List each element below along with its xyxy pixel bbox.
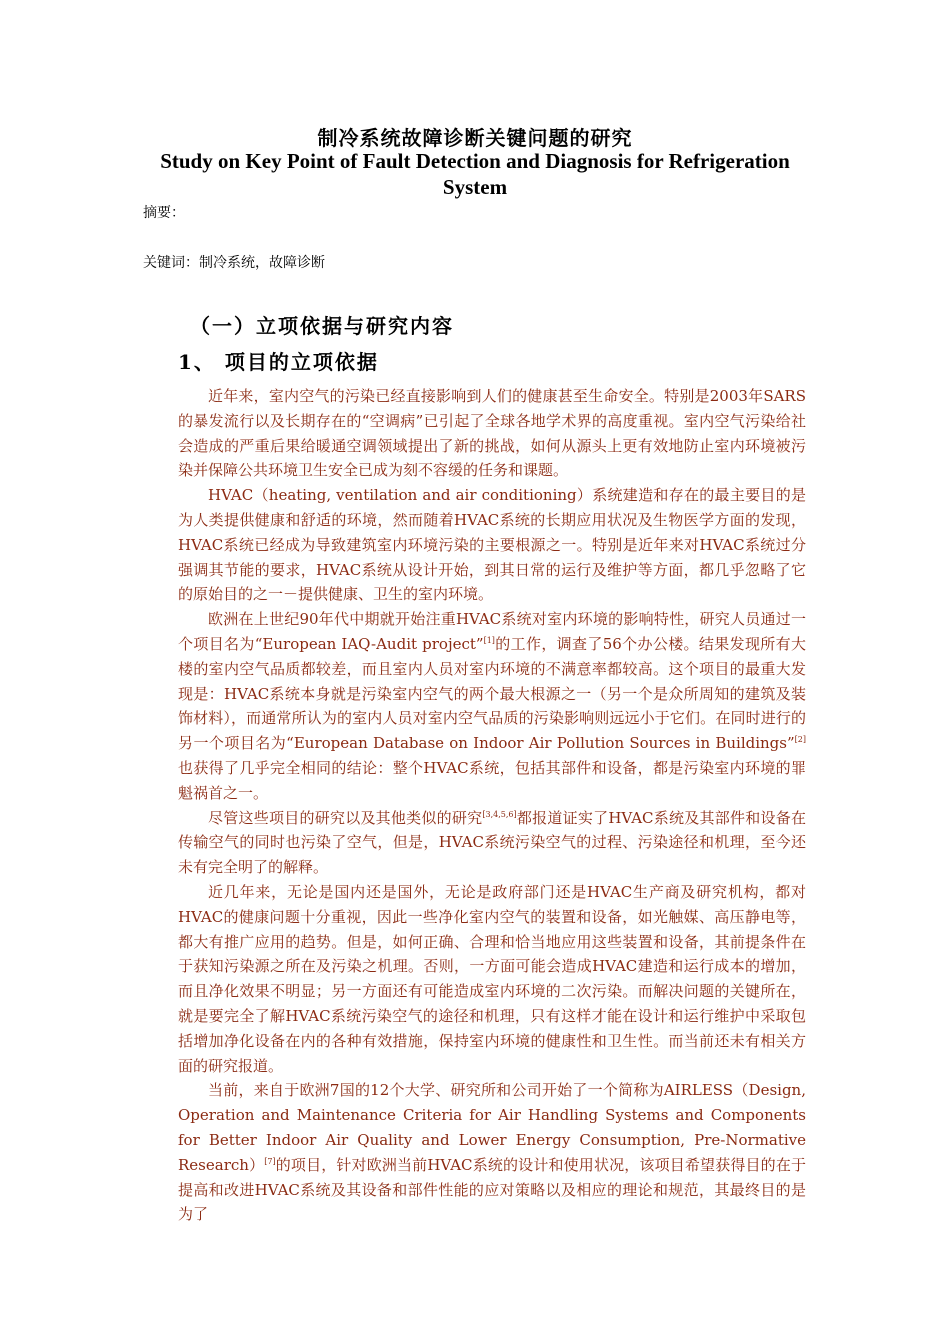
text-run: 当前，来自于欧洲7国的12个大学、研究所和公司开始了一个简称为AIRLESS（Design, Operation and Maintenance Criteria for Air Handling Systems and Components for Better Indoor Air Quality and Lower Energy Consumption, Pre-Normative Research）	[178, 1081, 806, 1174]
text-run: 都报道证实了HVAC系统及其部件和设备在传输空气的同时也污染了空气，但是，HVAC系统污染空气的过程、污染途径和机理，至今还未有完全明了的解释。	[178, 808, 806, 877]
abstract-label: 摘要：	[143, 205, 185, 221]
text-run: 也获得了几乎完全相同的结论：整个HVAC系统，包括其部件和设备，都是污染室内环境的罪魁祸首之一。	[178, 758, 806, 802]
paragraph: HVAC（heating, ventilation and air conditioning）系统建造和存在的最主要目的是为人类提供健康和舒适的环境，然而随着HVAC系统的长期应用状况及生物医学方面的发现，HVAC系统已经成为导致建筑室内环境污染的主要根源之一。特别是近年来对HVAC系统过分强调其节能的要求，HVAC系统从设计开始，到其日常的运行及维护等方面，都几乎忽略了它的原始目的之一－提供健康、卫生的室内环境。	[178, 486, 806, 604]
title-chinese: 制冷系统故障诊断关键问题的研究	[317, 126, 633, 150]
paragraph: 近几年来，无论是国内还是国外，无论是政府部门还是HVAC生产商及研究机构，都对HVAC的健康问题十分重视，因此一些净化室内空气的装置和设备，如光触媒、高压静电等，都大有推广应用的趋势。但是，如何正确、合理和恰当地应用这些装置和设备，其前提条件在于获知污染源之所在及污染之机理。否则，一方面可能会造成HVAC建造和运行成本的增加，而且净化效果不明显；另一方面还有可能造成室内环境的二次污染。而解决问题的关键所在，就是要完全了解HVAC系统污染空气的途径和机理，只有这样才能在设计和运行维护中采取包括增加净化设备在内的各种有效措施，保持室内环境的健康性和卫生性。而当前还未有相关方面的研究报道。	[178, 882, 806, 1075]
section-heading-1: （一）立项依据与研究内容	[190, 314, 454, 338]
paragraph: 近年来，室内空气的污染已经直接影响到人们的健康甚至生命安全。特别是2003年SARS的暴发流行以及长期存在的“空调病”已引起了全球各地学术界的高度重视。室内空气污染给社会造成的严重后果给暖通空调领域提出了新的挑战，如何从源头上更有效地防止室内环境被污染并保障公共环境卫生安全已成为刻不容缓的任务和课题。	[178, 387, 806, 480]
paragraph	[178, 806, 806, 880]
citation: [3,4,5,6]	[482, 809, 517, 819]
text-run: 尽管这些项目的研究以及其他类似的研究	[208, 808, 483, 827]
citation: [2]	[794, 735, 806, 745]
keywords-line: 关键词：制冷系统，故障诊断	[143, 255, 325, 271]
body-text	[178, 384, 806, 1227]
title-english: Study on Key Point of Fault Detection and Diagnosis for Refrigeration System	[160, 149, 790, 199]
paragraph	[178, 1078, 806, 1227]
text-run: 欧洲在上世纪90年代中期就开始注重HVAC系统对室内环境的影响特性，研究人员通过一个项目名为“European IAQ-Audit project”	[178, 610, 806, 653]
text-run: 的工作，调查了56个办公楼。结果发现所有大楼的室内空气品质都较差，而且室内人员对室内环境的不满意率都较高。这个项目的最重大发现是：HVAC系统本身就是污染室内空气的两个最大根源之一（另一个是众所周知的建筑及装饰材料），而通常所认为的室内人员对室内空气品质的污染影响则远远小于它们。在同时进行的另一个项目名为“European Database on Indoor Air Pollution Sources in Buildings”	[178, 634, 807, 753]
paragraph	[178, 607, 806, 805]
section-heading-2: 1、 项目的立项依据	[178, 350, 379, 374]
text-run: 的项目，针对欧洲当前HVAC系统的设计和使用状况，该项目希望获得目的在于提高和改进HVAC系统及其设备和部件性能的应对策略以及相应的理论和规范，其最终目的是为了	[178, 1155, 807, 1224]
citation: [1]	[483, 635, 495, 645]
citation: [7]	[264, 1156, 276, 1166]
